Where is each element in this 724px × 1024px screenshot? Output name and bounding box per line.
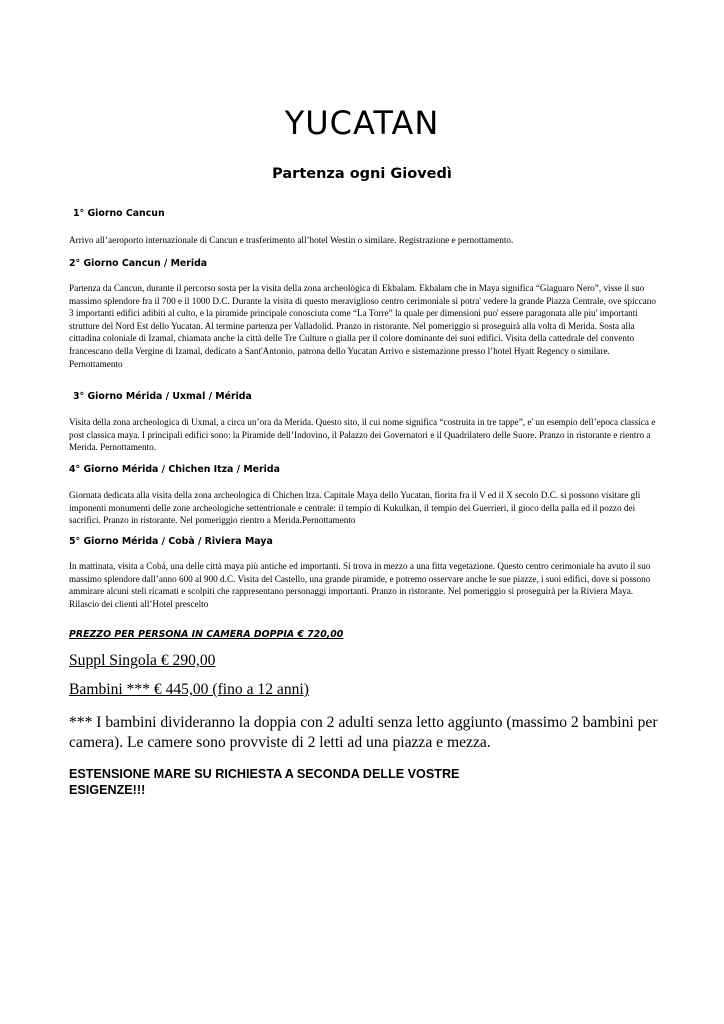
day-5-heading: 5° Giorno Mérida / Cobà / Riviera Maya	[69, 536, 273, 547]
departure-subtitle: Partenza ogni Giovedì	[272, 166, 452, 182]
day-3-text: Visita della zona archeologica di Uxmal, a circa un’ora da Merida. Questo sito, il cui nome significa “costruita in tre tappe”, e' un esempio dell’epoca classica e post classica maya. I principali edifici sono: la Piramide dell’Indovino, il Palazzo dei Governatori e il Quadrilatero delle Suore. Pranzo in ristorante e rientro a Merida. Pernottamento.	[69, 417, 656, 453]
day-4-text: Giornata dedicata alla visita della zona archeologica di Chichen Itza. Capitale Maya dello Yucatan, fiorita fra il V ed il X secolo D.C. si possono visitare gli imponenti monumenti delle zone archeologiche settentrionale e centrale: il tempio di Kukulkan, il tempio dei Guerrieri, il gioco della palla ed il pozzo dei sacrifici. Pranzo in ristorante. Nel pomeriggio rientro a Merida.Pernottamento	[69, 490, 641, 526]
day-4-heading: 4° Giorno Mérida / Chichen Itza / Merida	[69, 464, 280, 475]
day-1-text: Arrivo all’aeroporto internazionale di Cancun e trasferimento all’hotel Westin o similare. Registrazione e pernottamento.	[69, 235, 514, 245]
single-supplement: Suppl Singola € 290,00	[69, 652, 216, 669]
children-price: Bambini *** € 445,00 (fino a 12 anni)	[69, 681, 309, 698]
day-3-heading: 3° Giorno Mérida / Uxmal / Mérida	[73, 391, 252, 402]
day-5-text: In mattinata, visita a Cobá, una delle città maya più antiche ed importanti. Si trova in mezzo a una fitta vegetazione. Questo centro cerimoniale ha avuto il suo massimo splendore dall’anno 600 al 900 d.C. Visita del Castello, una grande piramide, e potremo osservare anche le sue piazze, i suoi edifici, dove si possono ammirare alcuni steli ricamati e scolpiti che rappresentano personaggi importanti. Pranzo in ristorante. Nel pomeriggio si proseguirà per la Riviera Maya. Rilascio dei clienti all’Hotel prescelto	[69, 561, 651, 609]
day-2-text: Partenza da Cancun, durante il percorso sosta per la visita della zona archeològica di Ekbalam. Ekbalam che in Maya significa “Giaguaro Nero”, visse il suo massimo splendore fra il 700 e il 1000 D.C. Durante la visita di questo meraviglioso centro cerimoniale si potra' vedere la grande Piazza Centrale, ove spiccano 3 importanti edifici adibiti al culto, e la piramide principale conosciuta come “La Torre” la quale per dimensioni puo' essere paragonata alle piu' importanti strutture del Nord Est dello Yucatan. Al termine partenza per Valladolid. Pranzo in ristorante. Nel pomeriggio si proseguirà alla volta di Merida. Sosta alla cittadina coloniale di Izamal, chiamata anche la città delle Tre Culture o gialla per il colore dominante dei suoi edifici. Visita della cattedrale del convento francescano della Vergine di Izamal, dedicato a Sant'Antonio, patrona dello Yucatan Arrivo e sistemazione presso l’hotel Hyatt Regency o similare. Pernottamento	[69, 283, 656, 369]
price-heading: PREZZO PER PERSONA IN CAMERA DOPPIA € 720,00	[69, 629, 344, 640]
beach-extension-notice: ESTENSIONE MARE SU RICHIESTA A SECONDA DELLE VOSTRE ESIGENZE!!!	[69, 767, 460, 797]
children-note: *** I bambini divideranno la doppia con 2 adulti senza letto aggiunto (massimo 2 bambini per camera). Le camere sono provviste di 2 letti ad una piazza e mezza.	[69, 714, 658, 751]
page-title: YUCATAN	[284, 104, 440, 142]
day-1-heading: 1° Giorno Cancun	[73, 208, 165, 219]
day-2-heading: 2° Giorno Cancun / Merida	[69, 258, 208, 269]
